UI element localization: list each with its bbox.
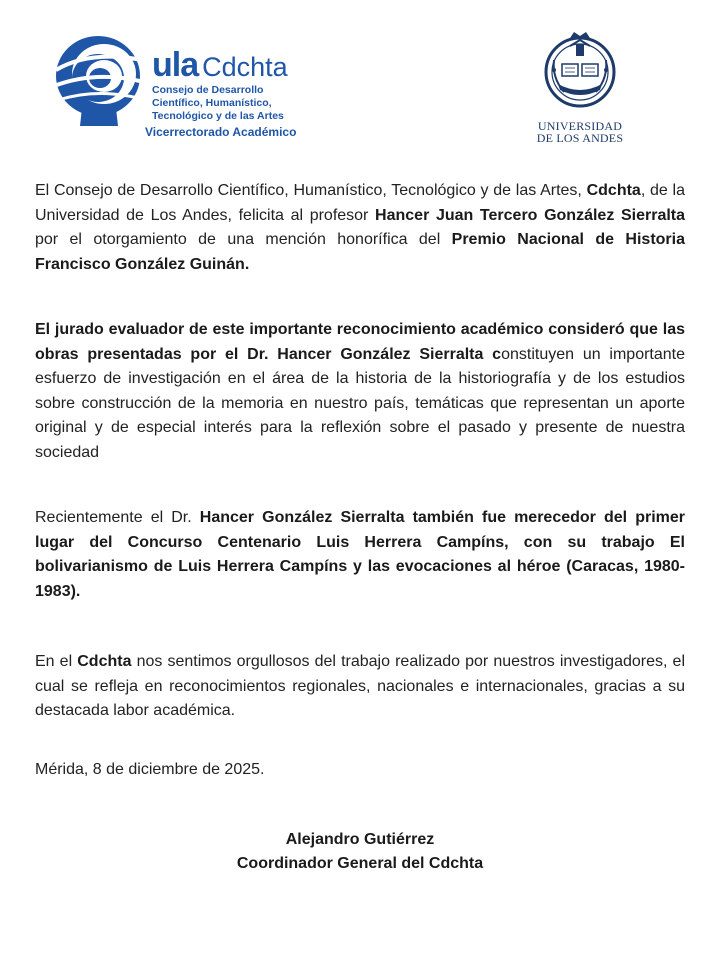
text-run-4: por el otorgamiento de una mención honorífica del <box>35 231 452 248</box>
ula-wordmark-cdchta: Cdchta <box>202 52 288 82</box>
universidad-de-los-andes-logo <box>528 30 632 148</box>
bold-run-1: Hancer González Sierralta también fue merecedor del primer lugar del Concurso Centenario Luis Herrera Campíns, con su trabajo El bolivarianismo de Luis Herrera Campíns y las evocaciones al héroe (Caracas, 1980-1983). <box>35 509 685 600</box>
text-run-0: Recientemente el Dr. <box>35 509 200 526</box>
ula-council-line-1: Consejo de Desarrollo <box>152 84 264 96</box>
ula-wordmark-ula: ula <box>152 46 199 84</box>
paragraph-additional-award <box>35 506 685 604</box>
text-run-2: nos sentimos orgullosos del trabajo realizado por nuestros investigadores, el cual se refleja en reconocimientos regionales, nacionales e internacionales, gracias a su destacada labor académica. <box>35 653 685 719</box>
signatory-name: Alejandro Gutiérrez <box>285 831 435 848</box>
ula-mark-icon <box>50 30 148 134</box>
bold-run-0: El jurado evaluador de este importante reconocimiento académico consideró que las obras presentadas por el Dr. Hancer González Sierralta c <box>35 321 685 363</box>
text-run-0: En el <box>35 653 78 670</box>
signature-block <box>0 828 720 876</box>
letter-date: Mérida, 8 de diciembre de 2025. <box>35 761 265 778</box>
ula-council-line-3: Tecnológico y de las Artes <box>152 110 284 122</box>
ula-council-name <box>152 84 284 123</box>
bold-run-5: Premio Nacional de Historia Francisco González Guinán. <box>35 231 685 273</box>
text-run-1: onstituyen un importante esfuerzo de investigación en el área de la historia de la historiografía y de los estudios sobre construcción de la memoria en nuestro país, temáticas que representan un aporte original y de especial interés para la reflexión sobre el pasado y presente de nuestra sociedad <box>35 345 686 461</box>
ula-wordmark <box>152 48 288 82</box>
signatory-title: Coordinador General del Cdchta <box>236 855 484 872</box>
paragraph-congratulation <box>35 179 685 277</box>
university-seal-icon <box>540 30 620 110</box>
text-run-0: El Consejo de Desarrollo Científico, Humanístico, Tecnológico y de las Artes, <box>35 182 587 199</box>
ula-council-line-2: Científico, Humanístico, <box>152 97 272 109</box>
bold-run-1: Cdchta <box>77 653 132 670</box>
ula-cdchta-logo <box>50 30 320 140</box>
paragraph-jury-assessment <box>35 318 685 465</box>
university-name-line-2: DE LOS ANDES <box>536 131 624 145</box>
university-name-line-1: UNIVERSIDAD <box>537 119 623 133</box>
text-run-2: , de la Universidad de Los Andes, felicita al profesor <box>35 182 685 224</box>
university-name <box>528 120 632 144</box>
paragraph-pride-statement <box>35 650 685 724</box>
ula-vicerrectorado: Vicerrectorado Académico <box>145 125 297 139</box>
bold-run-3: Hancer Juan Tercero González Sierralta <box>375 206 686 224</box>
bold-run-1: Cdchta <box>586 182 641 199</box>
